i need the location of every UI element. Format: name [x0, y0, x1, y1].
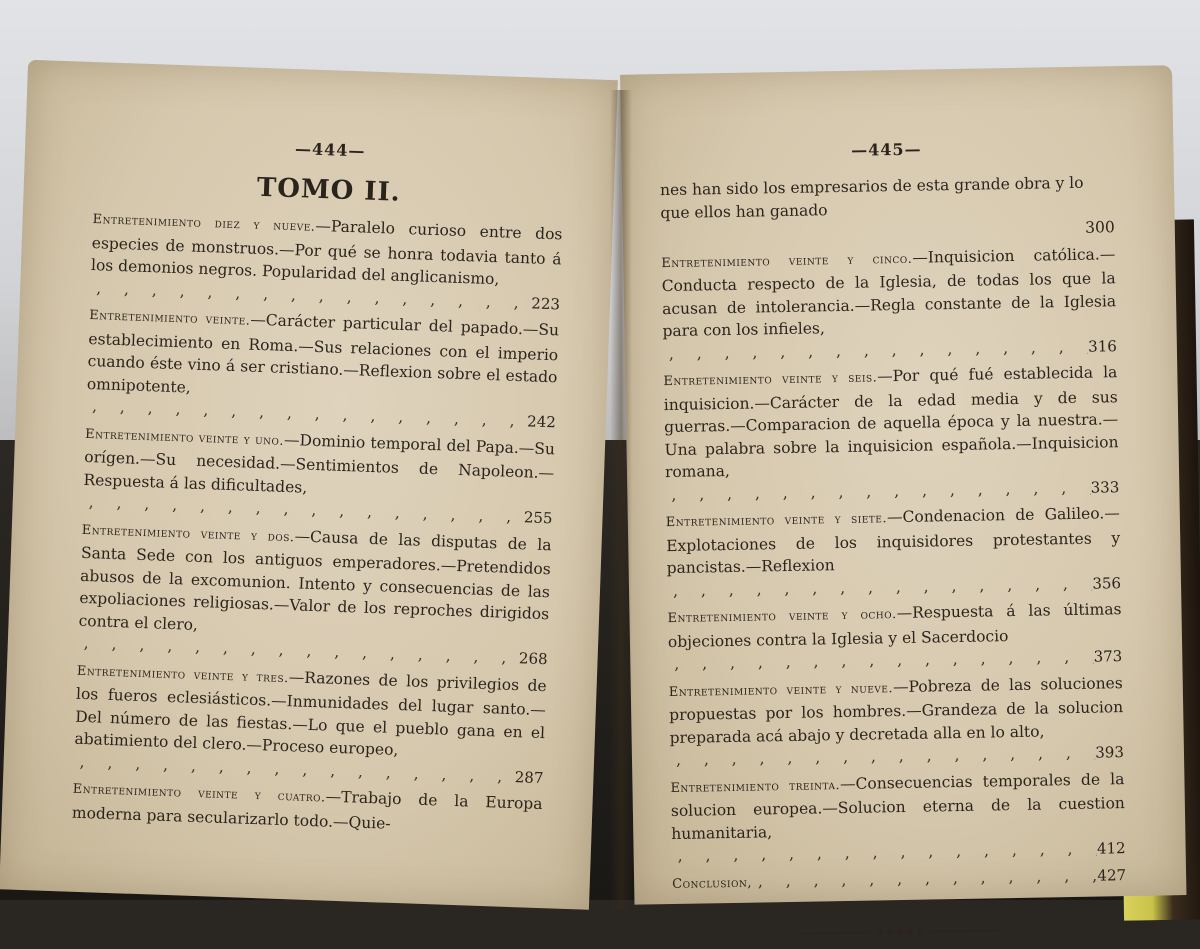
entry-page-number: 427: [1097, 865, 1127, 885]
entry-description: —Razones de los privilegios de los fueros eclesiásticos.—Inmunidades del lugar santo.—Del número de las fiestas.—Lo que el pueblo gana en el abatimiento del clero.—Proceso europeo,: [74, 667, 547, 760]
entry-heading: Entretenimiento veinte y seis.: [663, 370, 878, 390]
entry-heading: Entretenimiento veinte y ocho.: [667, 607, 897, 627]
toc-entry: [666, 502, 1122, 602]
entry-description: —Por qué fué establecida la inquisicion.—Carácter de la edad media y de sus guerras.—Comparacion de aquella época y la nuestra.—Una palabra sobre la inquisicion española.—Inquisicion romana,: [663, 363, 1119, 482]
entry-page-number: 287: [514, 767, 544, 787]
entry-page-number: 255: [523, 508, 553, 528]
left-page-number: —444—: [294, 139, 366, 161]
leader-dots: [752, 864, 1098, 893]
toc-entry: [86, 303, 560, 434]
entry-page-number: 333: [1090, 477, 1120, 497]
entry-description: —Pobreza de las soluciones propuestas por los hombres.—Grandeza de la solucion preparada acá abajo y decretada alla en lo alto,: [669, 673, 1124, 747]
entry-description: —Carácter particular del papado.—Su establecimiento en Roma.—Sus relaciones con el imperio cuando éste vino á ser cristiano.—Reflexion sobre el estado omnipotente,: [86, 310, 560, 397]
entry-heading: Entretenimiento veinte y nueve.: [668, 680, 894, 700]
entry-heading: Entretenimiento veinte y cuatro.: [72, 781, 326, 806]
toc-entry-continuation: [660, 171, 1115, 246]
entry-description: —Paralelo curioso entre dos especies de monstruos.—Por qué se honra todavia tanto á los demonios negros. Popularidad del anglicanismo,: [90, 216, 563, 289]
toc-entry: [669, 672, 1125, 772]
right-page: [620, 65, 1186, 905]
entry-page-number: 316: [1088, 336, 1118, 356]
book-gutter-shadow: [610, 90, 632, 910]
toc-entry-conclusion: [672, 864, 1126, 896]
entry-description: —Causa de las disputas de la Santa Sede con los antiguos emperadores.—Pretendidos abusos de la excomunion. Intento y consecuencias de las expoliaciones religiosas.—Valor de los reproches dirigidos contra el clero,: [78, 526, 552, 634]
entry-description: —Condenacion de Galileo.—Explotaciones de los inquisidores protestantes y pancistas.—Reflexion: [666, 504, 1121, 578]
toc-entry: [667, 598, 1122, 675]
entry-heading: Entretenimiento veinte y uno.: [84, 426, 285, 449]
entry-heading: Conclusion,: [672, 875, 753, 892]
toc-entry: [663, 361, 1119, 506]
entry-page-number: 242: [526, 412, 557, 432]
entry-heading: Entretenimiento veinte y cinco.: [661, 251, 913, 271]
entry-description: —Trabajo de la Europa moderna para secularizarlo todo.—Quie-: [71, 787, 543, 833]
entry-page-number: 223: [531, 293, 561, 313]
entry-description: —Inquisicion católica.—Conducta respecto de la Iglesia, de todas los que la acusan de intolerancia.—Regla constante de la Iglesia para con los infieles,: [661, 244, 1117, 341]
entry-description: —Dominio temporal del Papa.—Su orígen.—Su necesidad.—Sentimientos de Napoleon.—Respuesta á las dificultades,: [83, 430, 556, 497]
toc-entry: [90, 207, 563, 315]
entry-page-number: 393: [1095, 743, 1125, 762]
continuation-text: nes han sido los empresarios de esta grande obra y lo que ellos han ganado: [659, 173, 1084, 222]
entry-heading: Entretenimiento diez y nueve.: [92, 212, 316, 235]
entry-description: —Respuesta á las últimas objeciones contra la Iglesia y el Sacerdocio: [667, 600, 1122, 651]
entry-heading: Entretenimiento veinte.: [89, 307, 251, 329]
entry-page-number: 412: [1096, 839, 1126, 858]
entry-heading: Entretenimiento veinte y dos.: [81, 522, 295, 545]
toc-entry: [670, 768, 1126, 868]
toc-entry: [77, 517, 551, 670]
entry-page-number: 268: [518, 649, 548, 669]
entry-heading: Entretenimiento veinte y tres.: [76, 663, 290, 686]
entry-page-number: 356: [1092, 573, 1122, 593]
entry-page-number: 373: [1093, 647, 1123, 666]
left-page: [0, 60, 618, 910]
entry-page-number: 300: [1085, 218, 1115, 237]
toc-entry: [661, 243, 1117, 365]
volume-title: TOMO II.: [256, 172, 402, 208]
entry-heading: Entretenimiento veinte y siete.: [665, 511, 888, 531]
open-book: [18, 70, 1200, 910]
entry-description: —Consecuencias temporales de la solucion europea.—Solucion eterna de la cuestion humanitaria,: [670, 769, 1125, 843]
decorative-rule-ornament: [800, 922, 1000, 941]
toc-entry: [73, 658, 547, 789]
right-page-number: —445—: [851, 139, 922, 160]
leader-dots: [661, 233, 1085, 240]
toc-entry: [82, 421, 555, 529]
entry-heading: Entretenimiento treinta.: [670, 777, 841, 796]
